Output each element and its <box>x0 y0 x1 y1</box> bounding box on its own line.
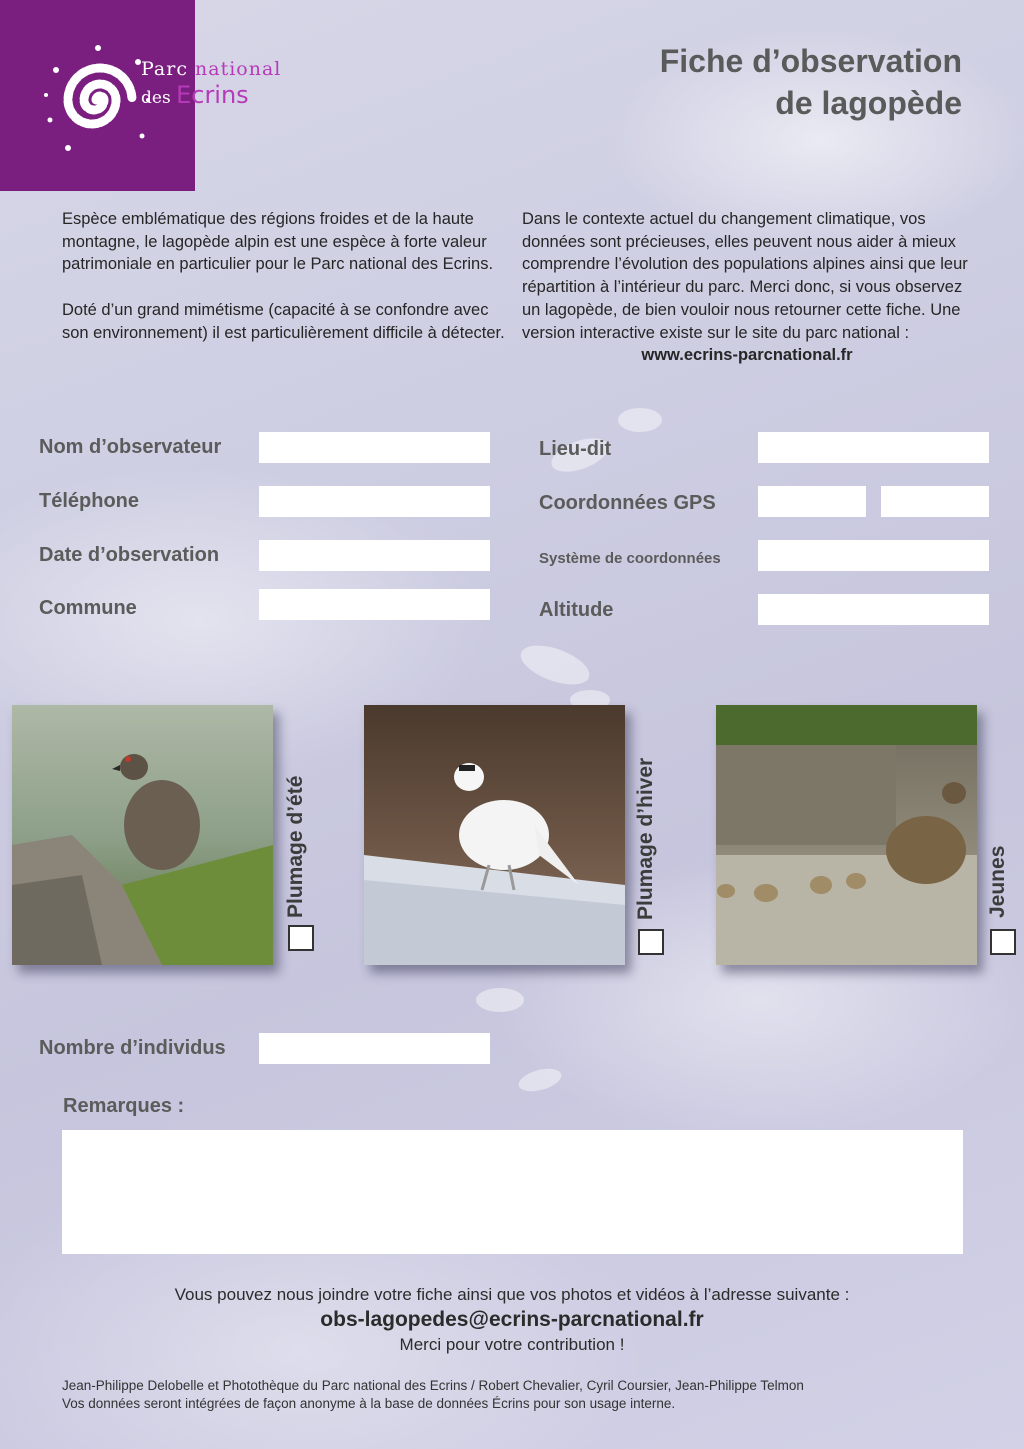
contact-email[interactable]: obs-lagopedes@ecrins-parcnational.fr <box>320 1308 704 1331</box>
gps-x-field[interactable] <box>758 486 866 517</box>
place-name-field[interactable] <box>758 432 989 463</box>
summer-ptarmigan-image <box>12 705 273 965</box>
summer-plumage-label: Plumage d’été <box>284 775 307 918</box>
logo-word-parc: Parc <box>141 58 188 80</box>
observer-name-label: Nom d’observateur <box>39 436 222 458</box>
individual-count-label: Nombre d’individus <box>39 1037 226 1059</box>
gps-y-field[interactable] <box>881 486 989 517</box>
remarks-label: Remarques : <box>63 1095 185 1117</box>
commune-field[interactable] <box>259 589 490 620</box>
contact-text: Vous pouvez nous joindre votre fiche ainsi que vos photos et vidéos à l’adresse suivante : <box>174 1285 850 1304</box>
intro-right-column <box>522 208 972 367</box>
young-ptarmigan-image <box>716 705 977 965</box>
thanks-text: Merci pour votre contribution ! <box>399 1335 625 1354</box>
place-name-label: Lieu-dit <box>539 438 612 460</box>
young-birds-photo <box>716 705 977 965</box>
winter-ptarmigan-image <box>364 705 625 965</box>
page-title <box>660 40 962 124</box>
phone-label: Téléphone <box>39 490 140 512</box>
intro-paragraph: Dans le contexte actuel du changement climatique, vos données sont précieuses, elles peuvent nous aider à mieux comprendre l’évolution des populations alpines ainsi que leur répartition à l’intérieur du parc. Merci donc, si vous observez un lagopède, de bien vouloir nous retourner cette fiche. Une version interactive existe sur le site du parc national : <box>522 210 968 342</box>
title-line-2: de lagopède <box>775 85 962 121</box>
winter-plumage-label: Plumage d’hiver <box>634 757 657 920</box>
observer-name-field[interactable] <box>259 432 490 463</box>
commune-label: Commune <box>39 597 137 619</box>
coordinate-system-label: Système de coordonnées <box>539 550 721 567</box>
observation-date-label: Date d’observation <box>39 544 220 566</box>
observation-date-field[interactable] <box>259 540 490 571</box>
intro-paragraph: Doté d’un grand mimétisme (capacité à se confondre avec son environnement) il est particulièrement difficile à détecter. <box>62 301 505 342</box>
photo-credits: Jean-Philippe Delobelle et Photothèque du Parc national des Ecrins / Robert Chevalier, Cyril Coursier, Jean-Philippe Telmon <box>62 1378 804 1393</box>
gps-coordinates-label: Coordonnées GPS <box>539 492 716 514</box>
young-birds-checkbox[interactable] <box>990 929 1016 955</box>
summer-plumage-photo <box>12 705 273 965</box>
altitude-field[interactable] <box>758 594 989 625</box>
winter-plumage-photo <box>364 705 625 965</box>
coordinate-system-field[interactable] <box>758 540 989 571</box>
park-logo-text <box>141 60 281 107</box>
privacy-notice: Vos données seront intégrées de façon anonyme à la base de données Écrins pour son usage interne. <box>62 1396 676 1411</box>
logo-word-ecrins: Ecrins <box>176 81 249 109</box>
individual-count-field[interactable] <box>259 1033 490 1064</box>
logo-word-des: des <box>141 88 171 108</box>
remarks-field[interactable] <box>62 1130 963 1254</box>
intro-left-column <box>62 208 510 368</box>
logo-word-national: national <box>187 58 282 80</box>
website-link[interactable]: www.ecrins-parcnational.fr <box>641 346 853 365</box>
intro-paragraph: Espèce emblématique des régions froides et de la haute montagne, le lagopède alpin est une espèce à forte valeur patrimoniale en particulier pour le Parc national des Ecrins. <box>62 210 494 274</box>
title-line-1: Fiche d’observation <box>659 43 962 79</box>
spiral-logo-icon <box>38 40 158 160</box>
phone-field[interactable] <box>259 486 490 517</box>
young-birds-label: Jeunes <box>986 845 1009 918</box>
winter-plumage-checkbox[interactable] <box>638 929 664 955</box>
summer-plumage-checkbox[interactable] <box>288 925 314 951</box>
altitude-label: Altitude <box>539 599 614 621</box>
